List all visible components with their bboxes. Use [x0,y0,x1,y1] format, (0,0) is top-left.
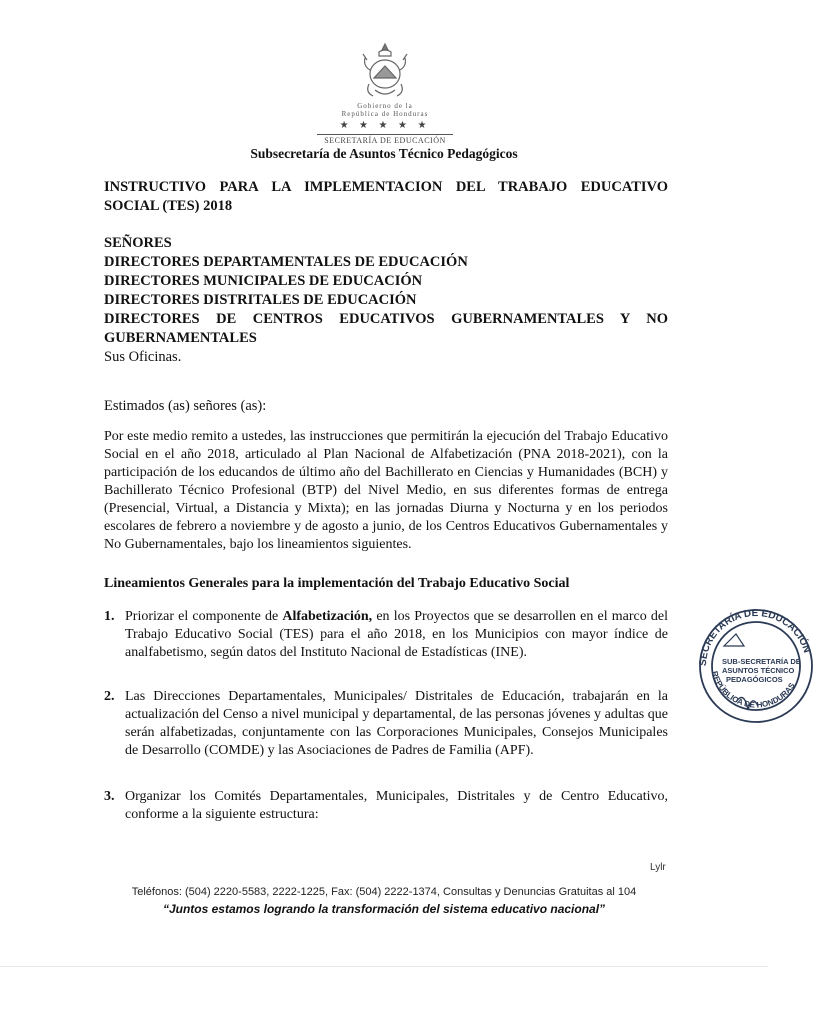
addressee-oficinas: Sus Oficinas. [104,349,182,365]
seal-inner-line-2: ASUNTOS TÉCNICO [722,666,795,675]
addressee-line-4b: GUBERNAMENTALES [104,330,257,346]
secretaria-line: SECRETARÍA DE EDUCACIÓN [317,134,453,145]
footer-motto: “Juntos estamos logrando la transformación del sistema educativo nacional” [162,902,606,916]
list-item [104,688,668,760]
list-item-text-pre: Priorizar el componente de [125,609,283,624]
footer-contact: Teléfonos: (504) 2220-5583, 2222-1225, Fax: (504) 2222-1374, Consultas y Denuncias Gratuitas al 104 [131,886,637,898]
addressees-block [104,234,668,367]
addressee-line-4a: DIRECTORES DE CENTROS EDUCATIVOS GUBERNAMENTALES Y NO [104,311,668,327]
government-line-1: Gobierno de la [357,102,413,110]
list-item-number: 1. [104,609,115,624]
intro-paragraph: Por este medio remito a ustedes, las instrucciones que permitirán la ejecución del Trabajo Educativo Social en el año 2018, articulado al Plan Nacional de Alfabetización (PNA 2018-2021), con la participación de los educandos de último año del Bachillerato en Ciencias y Humanidades (BCH) y Bachillerato Técnico Profesional (BTP) del Nivel Medio, en sus diferentes formas de entrega (Presencial, Virtual, a Distancia y Mixta); en las jornadas Diurna y Nocturna y en los periodos escolares de febrero a noviembre y de agosto a junio, de los Centros Educativos Gubernamentales y No Gubernamentales, bajo los lineamientos siguientes. [104,429,668,552]
list-item [104,608,668,662]
addressee-line-2: DIRECTORES MUNICIPALES DE EDUCACIÓN [104,273,423,289]
official-seal [696,606,816,726]
list-item-text [125,608,668,662]
addressee-senores: SEÑORES [104,235,172,251]
addressee-line-1: DIRECTORES DEPARTAMENTALES DE EDUCACIÓN [104,254,468,270]
seal-inner-line-1: SUB-SECRETARÍA DE [722,657,801,666]
coat-of-arms-icon [355,40,415,102]
seal-emblem-icon [724,634,744,646]
list-item-text: Las Direcciones Departamentales, Municipales/ Distritales de Educación, trabajarán en la actualización del Censo a nivel municipal y departamental, de las personas jóvenes y adultas que serán alfabetizadas, conjuntamente con las Corporaciones Municipales, Consejos Municipales de Desarrollo (COMDE) y las Asociaciones de Padres de Familia (APF). [125,689,668,758]
list-item-text-post: en los Proyectos que se desarrollen en el marco del Trabajo Educativo Social (TES) para el año 2018, en los Municipios con mayor índice de analfabetismo, según datos del Instituto Nacional de Estadísticas (INE). [125,609,668,660]
list-item [104,788,668,824]
typist-initials: Lylr [650,862,666,873]
section-heading: Lineamientos Generales para la implementación del Trabajo Educativo Social [104,576,570,591]
greeting: Estimados (as) señores (as): [104,398,267,414]
seal-inner-line-3: PEDAGÓGICOS [726,675,783,684]
document-title: INSTRUCTIVO PARA LA IMPLEMENTACION DEL TRABAJO EDUCATIVO SOCIAL (TES) 2018 [104,179,668,214]
list-item-text-bold: Alfabetización, [282,609,373,624]
government-line-2: República de Honduras [341,110,429,118]
subsecretaria-heading: Subsecretaría de Asuntos Técnico Pedagógicos [250,146,518,161]
seal-bottom-text: REPÚBLICA DE HONDURAS [709,670,797,710]
seal-outer-text: SECRETARÍA DE EDUCACIÓN [697,607,813,667]
list-item-number: 3. [104,789,115,804]
list-item-text: Organizar los Comités Departamentales, Municipales, Distritales y de Centro Educativo, conforme a la siguiente estructura: [125,789,668,822]
list-item-number: 2. [104,689,115,704]
letterhead [300,40,470,145]
addressee-line-3: DIRECTORES DISTRITALES DE EDUCACIÓN [104,292,417,308]
stars-row: ★ ★ ★ ★ ★ [339,120,431,131]
page-bottom-divider [0,966,768,967]
